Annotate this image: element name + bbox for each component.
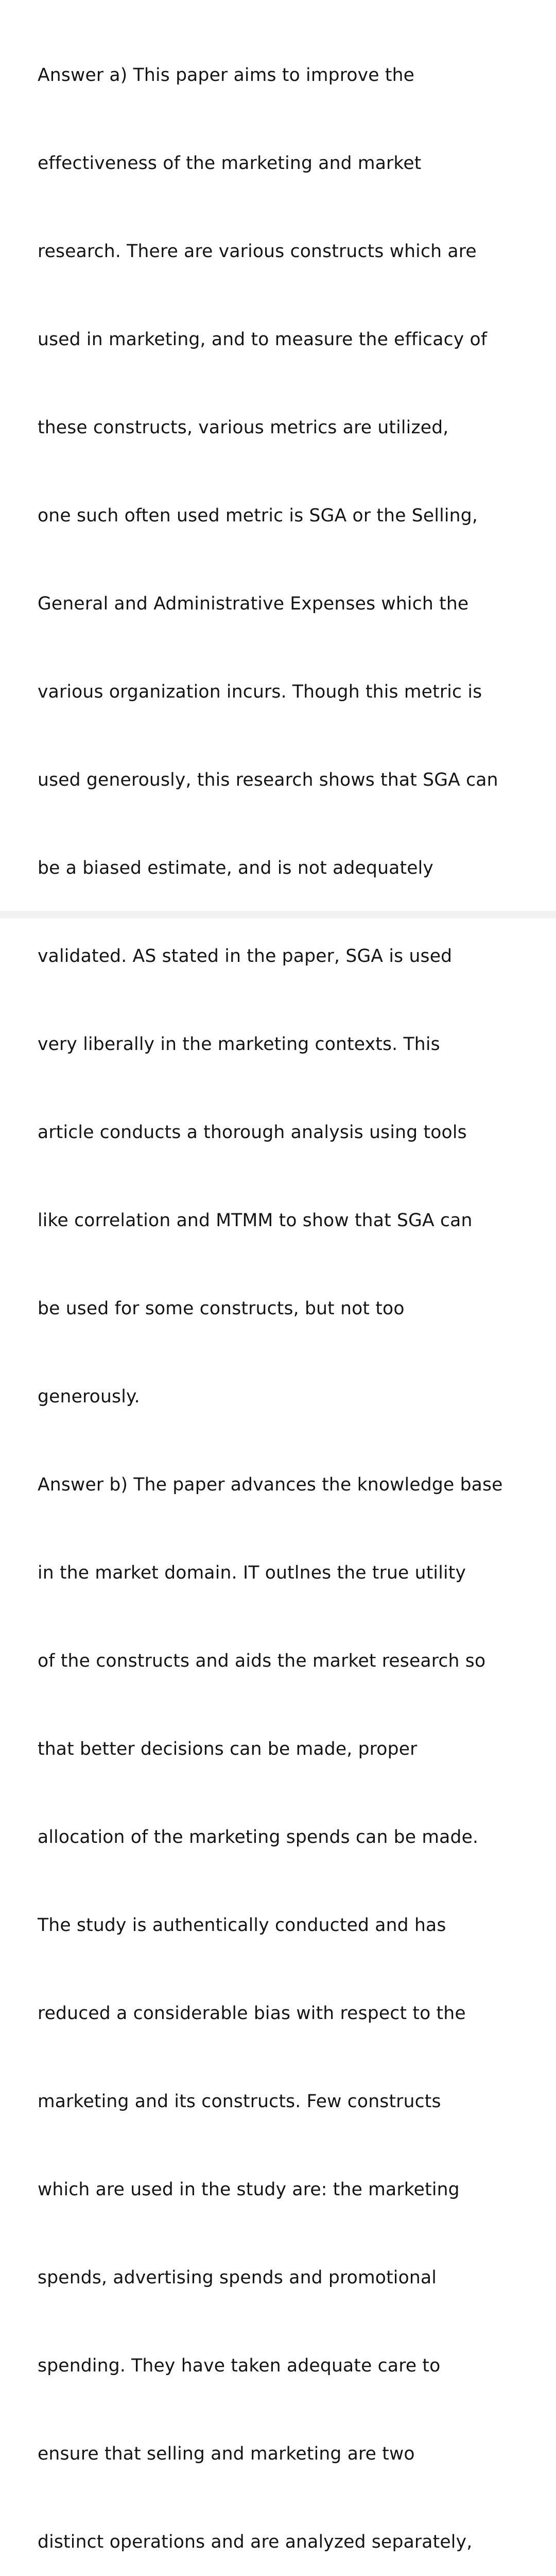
text-line: of the constructs and aids the market research so [38, 1651, 486, 1671]
text-line: distinct operations and are analyzed separately, [38, 2532, 473, 2552]
text-line: Answer a) This paper aims to improve the [38, 65, 415, 86]
text-line: which are used in the study are: the marketing [38, 2179, 460, 2200]
text-line: validated. AS stated in the paper, SGA is used [38, 946, 453, 967]
text-line: allocation of the marketing spends can be made. [38, 1827, 479, 1848]
text-line: be used for some constructs, but not too [38, 1298, 405, 1319]
text-line: various organization incurs. Though this metric is [38, 682, 482, 702]
text-line: ensure that selling and marketing are two [38, 2444, 415, 2464]
text-line: used generously, this research shows that SGA can [38, 770, 498, 790]
text-line: effectiveness of the marketing and market [38, 153, 422, 174]
text-line: in the market domain. IT outlnes the true utility [38, 1563, 466, 1583]
page-bottom-edge [0, 911, 556, 919]
text-line: one such often used metric is SGA or the Selling, [38, 505, 478, 526]
text-line: very liberally in the marketing contexts. This [38, 1034, 440, 1055]
text-line: marketing and its constructs. Few constructs [38, 2091, 441, 2112]
text-line: used in marketing, and to measure the efficacy of [38, 329, 488, 350]
text-line: General and Administrative Expenses which the [38, 594, 469, 614]
text-line: reduced a considerable bias with respect to the [38, 2003, 466, 2024]
text-line: The study is authentically conducted and has [38, 1915, 446, 1936]
answer-body-text [38, 2, 552, 2576]
text-line: Answer b) The paper advances the knowledge base [38, 1475, 503, 1495]
text-line: like correlation and MTMM to show that SGA can [38, 1210, 473, 1231]
text-line: generously. [38, 1386, 140, 1407]
text-line: research. There are various constructs which are [38, 241, 477, 262]
text-line: these constructs, various metrics are utilized, [38, 417, 449, 438]
text-line: article conducts a thorough analysis using tools [38, 1122, 467, 1143]
text-line: spends, advertising spends and promotional [38, 2267, 437, 2288]
text-line: spending. They have taken adequate care to [38, 2355, 441, 2376]
text-line: that better decisions can be made, proper [38, 1739, 418, 1759]
text-line: be a biased estimate, and is not adequately [38, 858, 434, 878]
